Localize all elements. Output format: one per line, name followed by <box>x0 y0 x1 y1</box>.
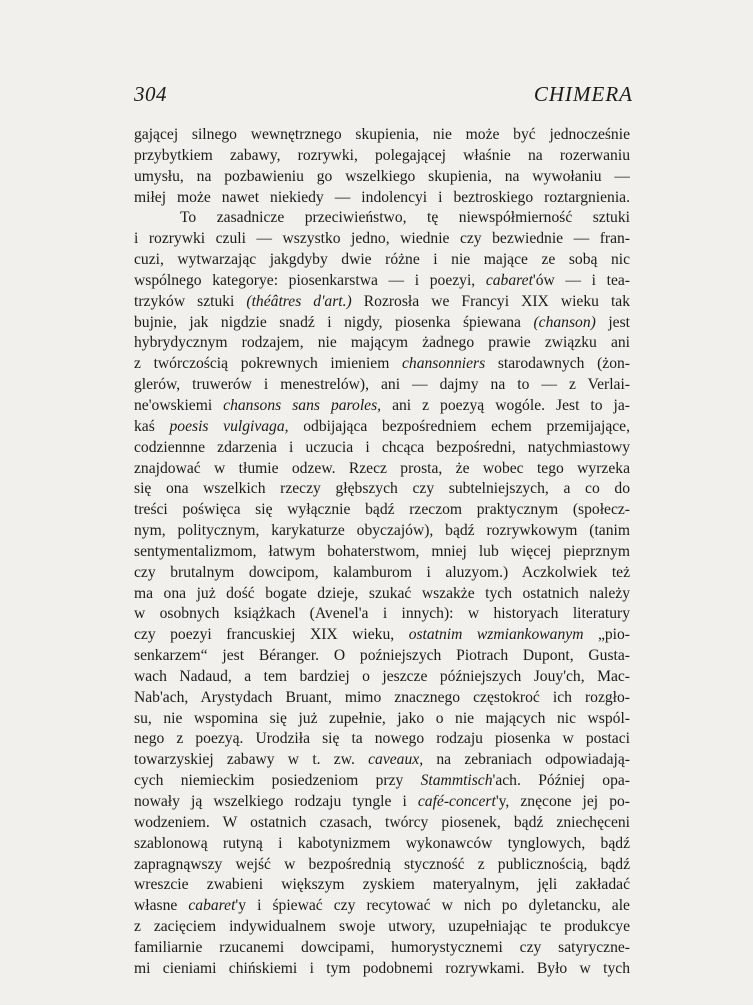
text-segment: z twórczością pokrewnych imieniem <box>134 355 402 373</box>
text-segment: gającej silnego wewnętrznego skupienia, nie może być jednocześnie <box>134 126 630 143</box>
italic-segment: cabaret <box>485 271 533 289</box>
text-segment: Rozrosła we Francyi XIX wieku tak <box>351 292 630 310</box>
text-line <box>134 459 630 480</box>
text-segment: własne <box>134 897 189 915</box>
text-segment: kaś <box>134 417 170 435</box>
text-line <box>134 709 630 730</box>
text-segment: na zebraniach odpowiadają- <box>423 751 630 769</box>
italic-segment: cabaret <box>188 897 236 915</box>
text-segment: wspólnego kategorye: piosenkarstwa — i poezyi, <box>134 271 486 289</box>
page-number: 304 <box>134 82 167 106</box>
italic-segment: Stammtisch <box>420 772 493 790</box>
text-segment: towarzyskiej zabawy w t. zw. <box>134 751 369 769</box>
text-segment: odbijająca bezpośredniem echem przemijające, <box>288 417 630 435</box>
italic-segment: chansons sans paroles, <box>223 396 382 414</box>
text-line <box>134 667 630 688</box>
text-line <box>134 563 630 584</box>
text-line <box>134 521 630 542</box>
text-segment: ma ona już dość bogate dzieje, szukać wszakże tych ostatnich należy <box>134 584 630 602</box>
text-segment: w osobnych książkach (Avenel'a i innych): w historyach literatury <box>134 605 630 623</box>
text-segment: ani z poezyą wogóle. Jest to ja- <box>381 396 630 414</box>
text-segment: codziennne zdarzenia i uczucia i chcąca bezpośredni, natychmiastowy <box>134 438 630 456</box>
text-line <box>134 396 630 417</box>
text-segment: 'ów — i tea- <box>532 271 630 289</box>
text-line <box>134 917 630 938</box>
text-segment: cych niemieckim posiedzeniom przy <box>134 772 421 790</box>
text-line <box>134 500 630 521</box>
text-segment: To zasadnicze przeciwieństwo, tę niewspółmierność sztuki <box>180 209 630 227</box>
text-segment: 'y, znęcone jej po- <box>495 793 630 810</box>
text-segment: starodawnych (żon- <box>485 355 630 373</box>
text-line <box>134 750 630 771</box>
text-segment: i rozrywki czuli — wszystko jedno, wiednie czy bezwiednie — fran- <box>134 230 630 248</box>
text-segment: nowały ją wszelkiego rodzaju tyngle i <box>134 793 418 810</box>
text-segment: hybrydycznym rodzajem, nie mającym żadnego prawie związku ani <box>134 334 630 352</box>
text-line <box>134 125 630 146</box>
text-segment: się ona wszelkich rzeczy głębszych czy subtelniejszych, a co do <box>134 480 630 498</box>
text-line <box>134 146 630 167</box>
text-segment: familiarnie rzucanemi dowcipami, humorystycznemi czy satyryczne- <box>134 938 630 956</box>
text-line <box>134 792 630 813</box>
text-segment: glerów, truwerów i menestrelów), ani — dajmy na to — z Verlai- <box>134 376 630 394</box>
text-segment: miłej może nawet niekiedy — indolencyi i beztroskiego roztargnienia. <box>134 188 630 206</box>
text-line <box>134 229 630 250</box>
text-line <box>134 604 630 625</box>
text-line <box>134 813 630 834</box>
text-line <box>134 938 630 959</box>
text-line <box>134 896 630 917</box>
text-segment: zapragnąwszy wejść w bezpośrednią styczność z publicznością, bądź <box>134 855 630 873</box>
italic-segment: café-concert <box>417 793 496 810</box>
text-line <box>134 313 630 334</box>
text-segment: znajdować w tłumie odzew. Rzecz prosta, że wobec tego wyrzeka <box>134 459 630 477</box>
text-segment: jest <box>595 313 630 331</box>
text-line <box>134 625 630 646</box>
text-line <box>134 292 630 313</box>
text-segment: ne'owskiemi <box>134 396 224 414</box>
text-segment: Nab'ach, Arystydach Bruant, mimo znacznego częstokroć ich rozgło- <box>134 688 630 706</box>
text-segment: bujnie, jak nigdzie snadź i nigdy, piosenka śpiewana <box>134 313 534 331</box>
text-segment: czy brutalnym dowcipom, kalamburom i aluzyom.) Aczkolwiek też <box>134 563 630 581</box>
text-line <box>134 167 630 188</box>
text-segment: senkarzem“ jest Béranger. O poźniejszych Piotrach Dupont, Gusta- <box>134 647 630 665</box>
text-line <box>134 771 630 792</box>
italic-segment: caveaux, <box>368 751 424 769</box>
text-line <box>134 208 630 229</box>
italic-segment: (théâtres d'art.) <box>246 292 352 310</box>
text-segment: szablonową rutyną i kabotynizmem wykonawców tynglowych, bądź <box>134 834 630 852</box>
text-line <box>134 479 630 500</box>
text-segment: sentymentalizmom, łatwym bohaterstwom, mniej lub więcej pieprznym <box>134 542 630 560</box>
text-line <box>134 375 630 396</box>
text-segment: „pio- <box>583 626 630 644</box>
italic-segment: chansonniers <box>402 355 486 373</box>
text-segment: 'y i śpiewać czy recytować w nich po dyletancku, ale <box>235 897 630 915</box>
text-line <box>134 417 630 438</box>
text-line <box>134 188 630 209</box>
text-line <box>134 271 630 292</box>
text-line <box>134 584 630 605</box>
text-line <box>134 438 630 459</box>
text-line <box>134 834 630 855</box>
text-segment: umysłu, na pozbawieniu go wszelkiego skupienia, na wywołaniu — <box>134 167 630 185</box>
italic-segment: ostatnim wzmiankowanym <box>408 626 584 644</box>
text-segment: trzyków sztuki <box>134 292 247 310</box>
text-segment: 'ach. Później opa- <box>492 772 630 790</box>
text-line <box>134 542 630 563</box>
text-segment: wach Nadaud, a tem bardziej o jeszcze późniejszych Jouy'ch, Mac- <box>134 667 630 685</box>
text-segment: nym, politycznym, karykaturze obyczajów), bądź rozrywkowym (tanim <box>134 522 630 540</box>
text-segment: wreszcie zwabieni większym zyskiem materyalnym, jęli zakładać <box>134 876 630 894</box>
text-segment: cuzi, wytwarzając jakgdyby dwie różne i nie mające ze sobą nic <box>134 251 630 269</box>
text-line <box>134 333 630 354</box>
text-line <box>134 646 630 667</box>
italic-segment: (chanson) <box>533 313 596 331</box>
italic-segment: poesis vulgivaga, <box>169 417 289 435</box>
running-head: CHIMERA <box>533 82 633 106</box>
text-segment: czy poezyi francuskiej XIX wieku, <box>134 626 409 644</box>
text-segment: mi cieniami chińskiemi i tym podobnemi rozrywkami. Było w tych <box>134 959 630 977</box>
text-segment: wodzeniem. W ostatnich czasach, twórcy piosenek, bądź zniechęceni <box>134 813 630 831</box>
text-segment: przybytkiem zabawy, rozrywki, polegającej właśnie na rozerwaniu <box>134 146 630 164</box>
text-line <box>134 875 630 896</box>
text-segment: nego z poezyą. Urodziła się ta nowego rodzaju piosenka w postaci <box>134 730 630 748</box>
text-line <box>134 688 630 709</box>
text-line <box>134 855 630 876</box>
text-line <box>134 959 630 980</box>
text-segment: su, nie wspomina się już zupełnie, jako o nie mających nic wspól- <box>134 709 630 727</box>
text-line <box>134 250 630 271</box>
text-line <box>134 729 630 750</box>
body-text <box>134 125 630 980</box>
text-segment: treści poświęca się wyłącznie bądź rzeczom praktycznym (społecz- <box>134 501 630 519</box>
text-line <box>134 354 630 375</box>
page-header <box>134 82 633 112</box>
text-segment: z zacięciem indywidualnem swoje utwory, uzupełniając te produkcye <box>134 918 630 936</box>
